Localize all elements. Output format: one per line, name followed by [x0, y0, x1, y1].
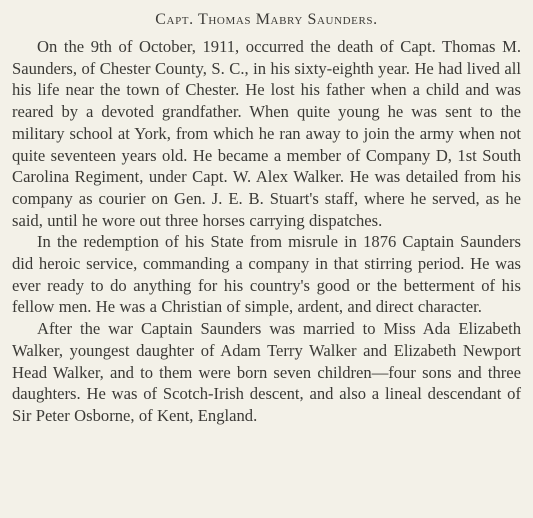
article-title: Capt. Thomas Mabry Saunders.	[155, 11, 378, 28]
paragraph-redemption-service: In the redemption of his State from misrule in 1876 Captain Saunders did heroic service, commanding a company in that stirring period. He was ever ready to do anything for his country's good or the betterment of his fellow men. He was a Christian of simple, ardent, and direct character.	[12, 232, 521, 317]
paragraph-marriage-and-family: After the war Captain Saunders was married to Miss Ada Elizabeth Walker, youngest daughter of Adam Terry Walker and Elizabeth Newport Head Walker, and to them were born seven children—four sons and three daughters. He was of Scotch-Irish descent, and also a lineal descendant of Sir Peter Osborne, of Kent, England.	[12, 319, 521, 425]
paragraph-death-and-early-life: On the 9th of October, 1911, occurred the death of Capt. Thomas M. Saunders, of Chester County, S. C., in his sixty-eighth year. He had lived all his life near the town of Chester. He lost his father when a child and was reared by a devoted grandfather. When quite young he was sent to the military school at York, from which he ran away to join the army when not quite seventeen years old. He became a member of Company D, 1st South Carolina Regiment, under Capt. W. Alex Walker. He was detailed from his company as courier on Gen. J. E. B. Stuart's staff, where he served, as he said, until he wore out three horses carrying dispatches.	[12, 37, 521, 230]
